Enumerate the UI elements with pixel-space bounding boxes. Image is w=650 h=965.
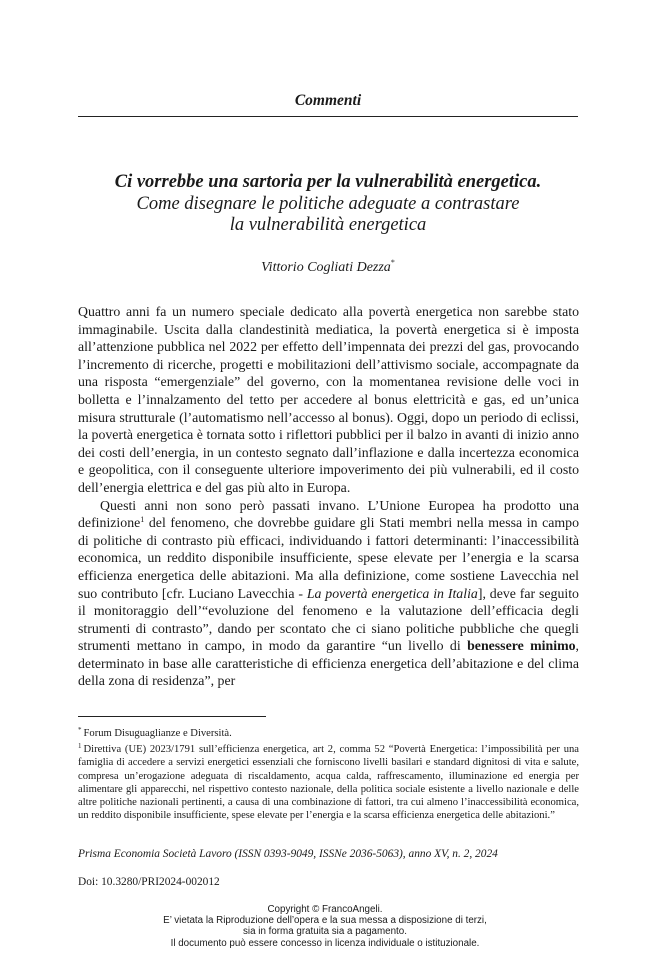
footnotes [78, 724, 579, 822]
author-line [78, 258, 578, 276]
journal-citation: Prisma Economia Società Lavoro (ISSN 0393-9049, ISSNe 2036-5063), anno XV, n. 2, 2024 [78, 848, 498, 860]
copyright-line-3: sia in forma gratuita sia a pagamento. [243, 926, 407, 938]
footnote-ref-1: 1 [140, 515, 145, 525]
paragraph-1: Quattro anni fa un numero speciale dedicato alla povertà energetica non sarebbe stato immaginabile. Uscita dalla clandestinità mediatica, la povertà energetica si è imposta all’attenzione pubblica nel 2022 per effetto dell’impennata dei prezzi del gas, provocando l’incremento di ricerche, progetti e mobilitazioni dell’attivismo sociale, accompagnate da una risposta “emergenziale” del governo, con la momentanea revisione delle voci in bolletta e l’innalzamento del tetto per accedere al bonus elettricità e gas, ed un’unica misura strutturale (l’automatismo nell’accesso al bonus). Oggi, dopo un periodo di eclissi, la povertà energetica è tornata sotto i riflettori pubblici per il balzo in avanti di inizio anno dei costi dell’energia, in un contesto segnato dall’inflazione e dalla incertezza economica e geopolitica, con il conseguente ulteriore impoverimento dei più vulnerabili, ed il costo dell’energia elettrica e del gas più alto in Europa. [78, 304, 579, 495]
paragraph-2-text: ”, per [204, 673, 236, 689]
paragraph-2-text: ], deve far seguito il monitoraggio dell’“evoluzione del fenomeno e la valutazione dell’efficacia degli strumenti di contrasto”, dando per scontato che ci siano politiche pubbliche che quegli strumenti mettano in campo, in modo da garantire “un livello di [78, 585, 579, 654]
footnote-1 [78, 740, 579, 822]
paragraph-2-text: del fenomeno, che dovrebbe guidare gli Stati membri nella messa in campo di politiche di contrasto più efficaci, individuando i fattori determinanti: l’inaccessibilità economica, un reddito disponibile insufficiente, spese elevate per l’energia e la scarsa efficienza energetica delle abitazioni. Ma alla definizione, come sostiene Lavecchia nel suo contributo [cfr. Luciano Lavecchia - [78, 515, 579, 601]
footnote-rule [78, 716, 266, 717]
footnote-star-mark: * [78, 726, 82, 734]
cited-title: La povertà energetica in Italia [306, 585, 478, 601]
footnote-1-text: Direttiva (UE) 2023/1791 sull’efficienza energetica, art 2, comma 52 “Povertà Energetica: l’impossibilità per una famiglia di accedere a servizi energetici essenziali che forniscono livelli basilari e standard dignitosi di vita e salute, compresa un’erogazione adeguata di riscaldamento, acqua calda, raffrescamento, illuminazione ed energia per alimentare gli apparecchi, nel rispettivo contesto nazionale, della politica sociale esistente a livello nazionale e delle altre politiche nazionali pertinenti, a causa di una combinazione di fattori, tra cui almeno l’inaccessibilità economica, un reddito disponibile insufficiente, spese elevate per l’energia e la scarsa efficienza energetica delle abitazioni.” [78, 744, 579, 822]
article-subtitle-line-1: Come disegnare le politiche adeguate a contrastare [136, 193, 520, 214]
copyright-line-2: E’ vietata la Riproduzione dell’opera e la sua messa a disposizione di terzi, [163, 915, 487, 927]
copyright-notice [100, 904, 550, 949]
author-name: Vittorio Cogliati Dezza [261, 260, 391, 275]
paragraph-2-text: Questi anni non sono però passati invano. L’Unione Europea ha prodotto una definizione [78, 497, 579, 531]
footnote-star [78, 724, 579, 740]
doi: Doi: 10.3280/PRI2024-002012 [78, 876, 220, 888]
section-heading: Commenti [294, 92, 362, 109]
article-subtitle-line-2: la vulnerabilità energetica [229, 215, 427, 235]
footnote-star-text: Forum Disuguaglianze e Diversità. [83, 728, 232, 739]
article-title-block [78, 172, 578, 237]
article-body [78, 303, 579, 690]
paragraph-2 [78, 497, 579, 691]
header-rule [78, 116, 578, 117]
emphasis-bold: benessere minimo [467, 638, 576, 654]
author-footnote-mark: * [390, 258, 395, 267]
copyright-line-1: Copyright © FrancoAngeli. [267, 904, 383, 915]
paragraph-2-text: , determinato in base alle caratteristiche di efficienza energetica dell’abitazione e del clima della zona di residenza [78, 638, 580, 689]
article-title: Ci vorrebbe una sartoria per la vulnerabilità energetica. [114, 172, 542, 192]
copyright-line-4: Il documento può essere concesso in licenza individuale o istituzionale. [170, 937, 480, 949]
footnote-1-mark: 1 [78, 742, 82, 751]
